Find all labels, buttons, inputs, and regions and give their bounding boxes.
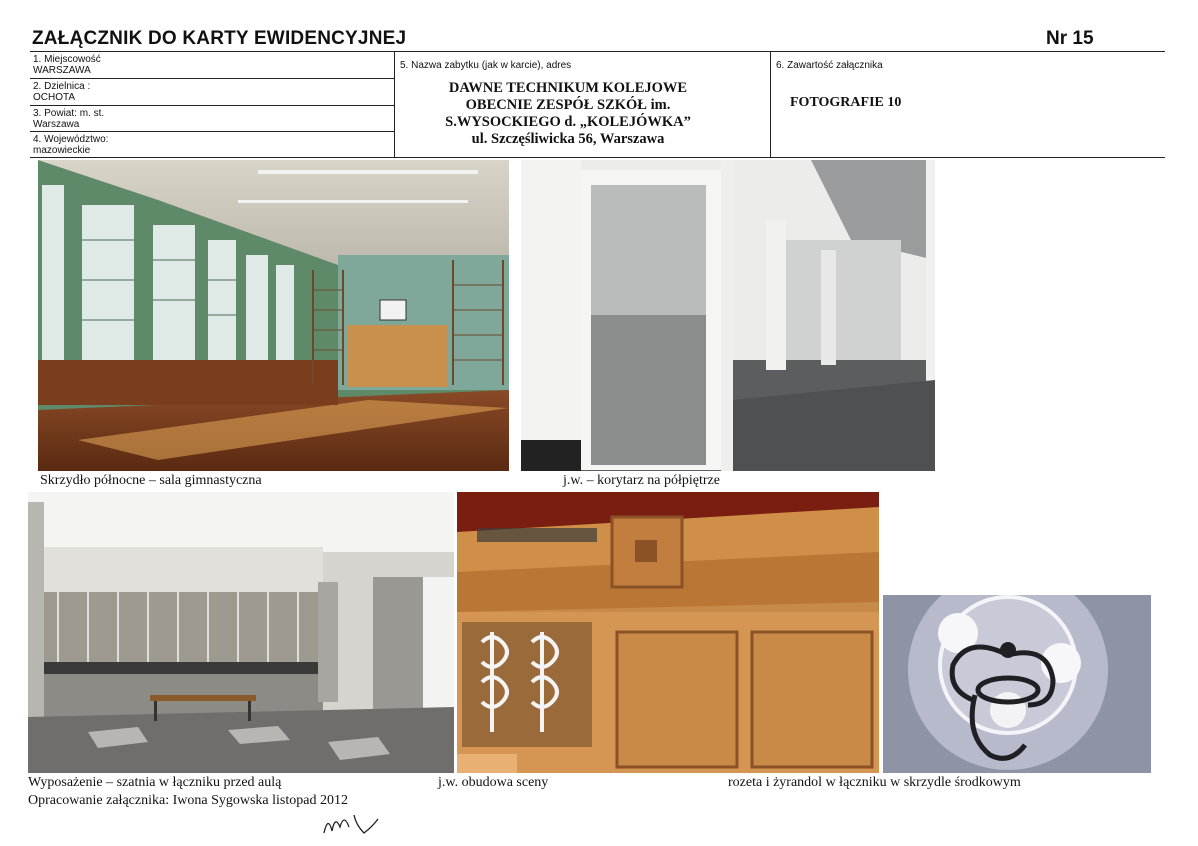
field-value: mazowieckie	[33, 145, 91, 156]
caption-cloakroom: Wyposażenie – szatnia w łączniku przed aulą	[28, 775, 282, 790]
column-divider-2	[770, 51, 771, 158]
photo-corridor-image	[521, 160, 935, 471]
field-value: WARSZAWA	[33, 65, 91, 76]
caption-rosette-chandelier: rozeta i żyrandol w łączniku w skrzydle środkowym	[728, 775, 1021, 790]
object-description	[398, 80, 738, 148]
object-line: DAWNE TECHNIKUM KOLEJOWE	[448, 80, 688, 96]
field-value: OCHOTA	[33, 92, 76, 103]
field-county	[33, 108, 104, 130]
photo-rosette-chandelier	[883, 595, 1151, 773]
signature	[320, 805, 390, 840]
field-label: 2. Dzielnica :	[33, 81, 91, 92]
field-locality	[33, 54, 101, 76]
table-bottom-border	[30, 157, 1165, 158]
author-note: Opracowanie załącznika: Iwona Sygowska listopad 2012	[28, 793, 348, 808]
field-label: 1. Miejscowość	[33, 54, 101, 65]
document-title: ZAŁĄCZNIK DO KARTY EWIDENCYJNEJ	[32, 28, 407, 49]
photo-cloakroom	[28, 492, 454, 773]
caption-stage-casing: j.w. obudowa sceny	[438, 775, 549, 790]
caption-corridor: j.w. – korytarz na półpiętrze	[563, 473, 720, 488]
photo-cloakroom-image	[28, 492, 454, 773]
object-line: ul. Szczęśliwicka 56, Warszawa	[471, 131, 665, 147]
photo-gymnasium	[38, 160, 509, 471]
row-divider-1	[30, 78, 394, 79]
photo-corridor	[521, 160, 935, 471]
row-divider-3	[30, 131, 394, 132]
document-number: Nr 15	[1046, 28, 1094, 49]
object-line: S.WYSOCKIEGO d. „KOLEJÓWKA”	[445, 114, 691, 130]
object-line: OBECNIE ZESPÓŁ SZKÓŁ im.	[465, 97, 671, 113]
field-district	[33, 81, 90, 103]
photo-rosette-chandelier-image	[883, 595, 1151, 773]
column-divider-1	[394, 51, 395, 158]
photo-stage-casing	[457, 492, 879, 773]
row-divider-2	[30, 105, 394, 106]
contents-label: 6. Zawartość załącznika	[776, 60, 883, 71]
field-label: 3. Powiat: m. st.	[33, 108, 105, 119]
photo-stage-casing-image	[457, 492, 879, 773]
photo-gymnasium-image	[38, 160, 509, 471]
caption-gymnasium: Skrzydło północne – sala gimnastyczna	[40, 473, 262, 488]
field-value: Warszawa	[33, 119, 80, 130]
table-top-border	[30, 51, 1165, 52]
contents-value: FOTOGRAFIE 10	[790, 95, 902, 110]
object-label: 5. Nazwa zabytku (jak w karcie), adres	[400, 60, 572, 71]
field-voivodeship	[33, 134, 108, 156]
field-label: 4. Województwo:	[33, 134, 109, 145]
